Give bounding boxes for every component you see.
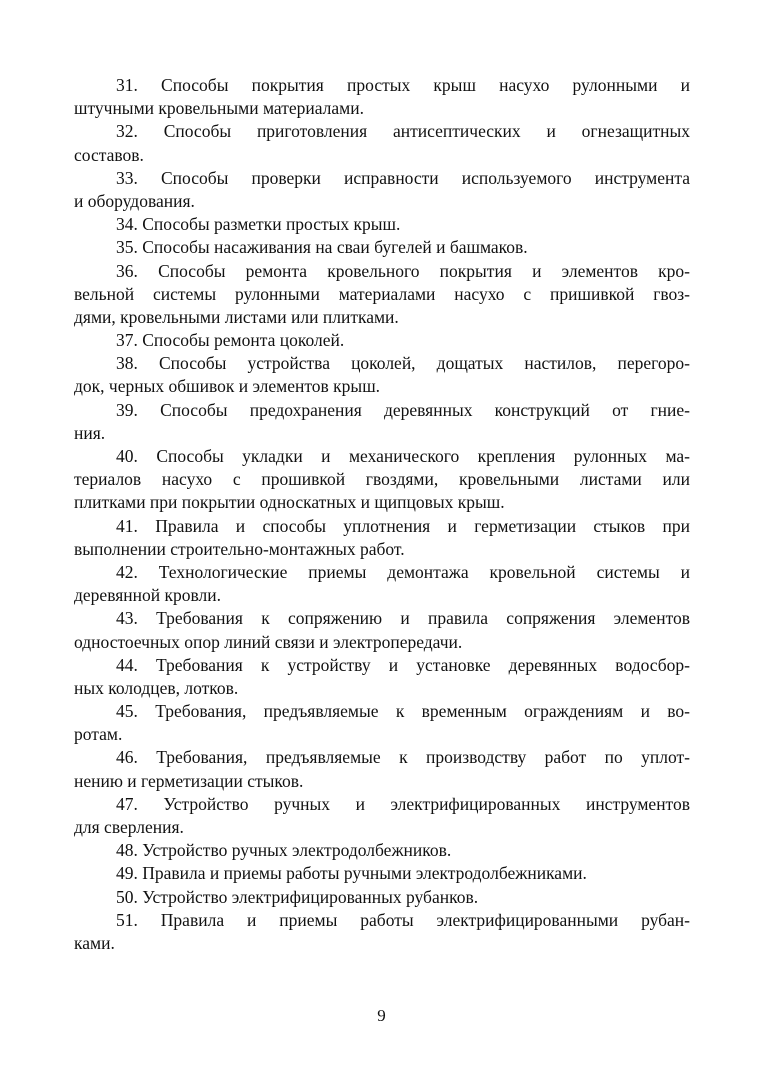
list-item-line: 42. Технологические приемы демонтажа кровельной системы и (116, 561, 690, 582)
list-item-line: док, черных обшивок и элементов крыш. (74, 376, 381, 397)
list-item-line: 33. Способы проверки исправности используемого инструмента (116, 167, 690, 188)
list-item-line: 43. Требования к сопряжению и правила сопряжения элементов (116, 608, 690, 629)
list-item-line: вельной системы рулонными материалами насухо с пришивкой гвоз- (74, 283, 690, 304)
list-item-line: 40. Способы укладки и механического крепления рулонных ма- (116, 446, 690, 466)
list-item (74, 260, 690, 330)
list-item (74, 909, 690, 955)
list-item (74, 561, 690, 607)
list-item-line: 45. Требования, предъявляемые к временным ограждениям и во- (116, 701, 690, 722)
list-item-line: 35. Способы насаживания на сваи бугелей и башмаков. (116, 237, 528, 258)
list-item-line: ния. (74, 422, 106, 443)
list-item (74, 862, 690, 885)
list-item (74, 746, 690, 792)
list-item-line: 37. Способы ремонта цоколей. (116, 330, 345, 351)
list-item-line: штучными кровельными материалами. (74, 98, 364, 119)
list-item (74, 399, 690, 445)
list-item-line: 47. Устройство ручных и электрифицированных инструментов (116, 793, 690, 814)
list-item-line: ротам. (74, 724, 123, 745)
list-item-line: дями, кровельными листами или плитками. (74, 306, 399, 327)
list-item-line: 32. Способы приготовления антисептических и огнезащитных (116, 121, 690, 142)
list-item-line: 48. Устройство ручных электродолбежников. (116, 840, 452, 861)
list-item-line: териалов насухо с прошивкой гвоздями, кровельными листами или (74, 469, 690, 490)
list-item-line: 31. Способы покрытия простых крыш насухо рулонными и (116, 75, 690, 95)
list-item-line: 36. Способы ремонта кровельного покрытия и элементов кро- (116, 260, 690, 281)
list-item (74, 793, 690, 839)
list-item-line: одностоечных опор линий связи и электропередачи. (74, 631, 463, 652)
list-item-line: ками. (74, 932, 115, 953)
list-item (74, 654, 690, 700)
list-item (74, 445, 690, 515)
list-item-line: и оборудования. (74, 190, 195, 211)
page-body (74, 74, 690, 955)
list-item-line: 49. Правила и приемы работы ручными электродолбежниками. (116, 863, 587, 884)
list-item-line: 41. Правила и способы уплотнения и герметизации стыков при (116, 515, 690, 536)
list-item-line: 50. Устройство электрифицированных рубанков. (116, 886, 479, 907)
list-item (74, 167, 690, 213)
list-item-line: нению и герметизации стыков. (74, 770, 304, 791)
list-item-line: выполнении строительно-монтажных работ. (74, 538, 405, 559)
list-item-line: для сверления. (74, 817, 184, 837)
list-item (74, 839, 690, 862)
requirements-list (74, 74, 690, 955)
list-item (74, 329, 690, 352)
list-item-line: составов. (74, 144, 144, 165)
list-item-line: 46. Требования, предъявляемые к производству работ по уплот- (116, 747, 690, 768)
list-item (74, 120, 690, 166)
list-item (74, 352, 690, 398)
list-item-line: 44. Требования к устройству и установке деревянных водосбор- (116, 654, 690, 675)
list-item-line: 51. Правила и приемы работы электрифицированными рубан- (116, 909, 690, 930)
list-item-line: ных колодцев, лотков. (74, 677, 239, 698)
list-item (74, 515, 690, 561)
list-item (74, 886, 690, 909)
list-item-line: плитками при покрытии односкатных и щипцовых крыш. (74, 492, 505, 513)
page-number: 9 (377, 1006, 386, 1025)
list-item (74, 236, 690, 259)
list-item-line: 39. Способы предохранения деревянных конструкций от гние- (116, 399, 690, 420)
list-item-line: 34. Способы разметки простых крыш. (116, 214, 401, 235)
list-item-line: 38. Способы устройства цоколей, дощатых настилов, перегоро- (116, 353, 690, 374)
list-item (74, 74, 690, 120)
list-item (74, 607, 690, 653)
list-item (74, 213, 690, 236)
list-item-line: деревянной кровли. (74, 585, 221, 606)
list-item (74, 700, 690, 746)
